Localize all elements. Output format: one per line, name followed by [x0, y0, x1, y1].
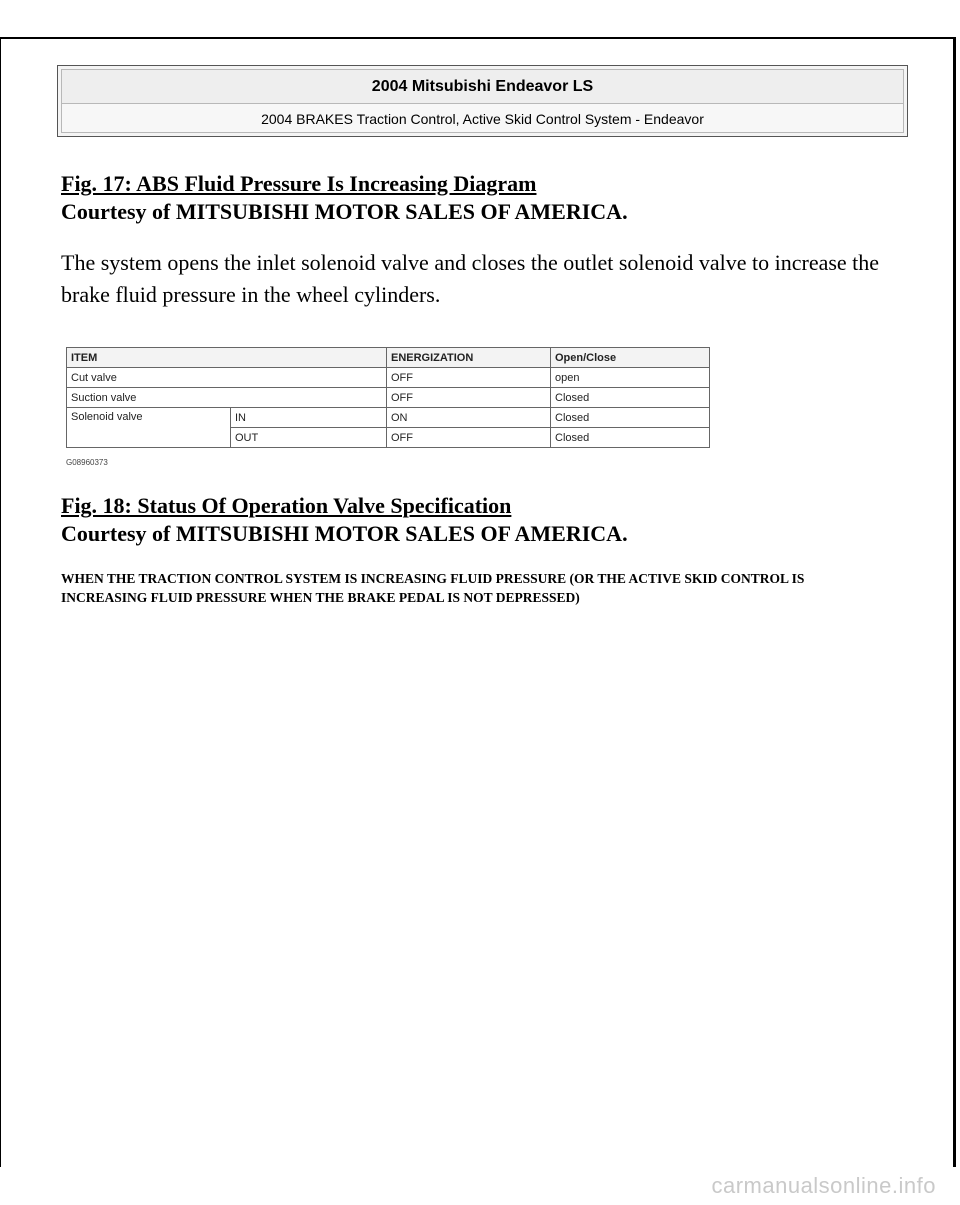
figure-18-courtesy: Courtesy of MITSUBISHI MOTOR SALES OF AMERICA.: [61, 521, 628, 546]
table-header-row: [67, 348, 710, 368]
table-row: [67, 408, 710, 428]
vehicle-title: 2004 Mitsubishi Endeavor LS: [62, 70, 903, 104]
figure-17-caption: [61, 170, 628, 226]
table-cell-sub: IN: [231, 408, 387, 428]
table-cell-energization: ON: [387, 408, 551, 428]
body-paragraph: The system opens the inlet solenoid valve and closes the outlet solenoid valve to increase the brake fluid pressure in the wheel cylinders.: [61, 250, 880, 307]
document-header: [57, 65, 908, 137]
section-heading: WHEN THE TRACTION CONTROL SYSTEM IS INCREASING FLUID PRESSURE (OR THE ACTIVE SKID CONTROL IS INCREASING FLUID PRESSURE WHEN THE BRAKE PEDAL IS NOT DEPRESSED): [61, 571, 805, 605]
table-header-item: ITEM: [67, 348, 387, 368]
site-watermark: carmanualsonline.info: [711, 1173, 936, 1198]
table-row: [67, 388, 710, 408]
table-cell-item: Cut valve: [67, 368, 387, 388]
table-cell-energization: OFF: [387, 388, 551, 408]
table-cell-state: open: [551, 368, 710, 388]
table-cell-energization: OFF: [387, 428, 551, 448]
figure-18-title-link[interactable]: Fig. 18: Status Of Operation Valve Specification: [61, 493, 512, 518]
section-subtitle: 2004 BRAKES Traction Control, Active Skid Control System - Endeavor: [261, 111, 704, 127]
valve-status-table: [66, 347, 710, 448]
figure-18-caption: [61, 492, 628, 548]
table-cell-item: Solenoid valve: [67, 408, 231, 448]
table-cell-item: Suction valve: [67, 388, 387, 408]
figure-17-title-link[interactable]: Fig. 17: ABS Fluid Pressure Is Increasing Diagram: [61, 171, 537, 196]
table-image-code: G08960373: [66, 458, 108, 467]
table-header-energization: ENERGIZATION: [387, 348, 551, 368]
table-header-open-close: Open/Close: [551, 348, 710, 368]
header-inner: [61, 69, 904, 133]
table-cell-energization: OFF: [387, 368, 551, 388]
table-cell-state: Closed: [551, 428, 710, 448]
table-row: [67, 368, 710, 388]
table-cell-sub: OUT: [231, 428, 387, 448]
table-cell-state: Closed: [551, 388, 710, 408]
figure-17-courtesy: Courtesy of MITSUBISHI MOTOR SALES OF AMERICA.: [61, 199, 628, 224]
table-cell-state: Closed: [551, 408, 710, 428]
